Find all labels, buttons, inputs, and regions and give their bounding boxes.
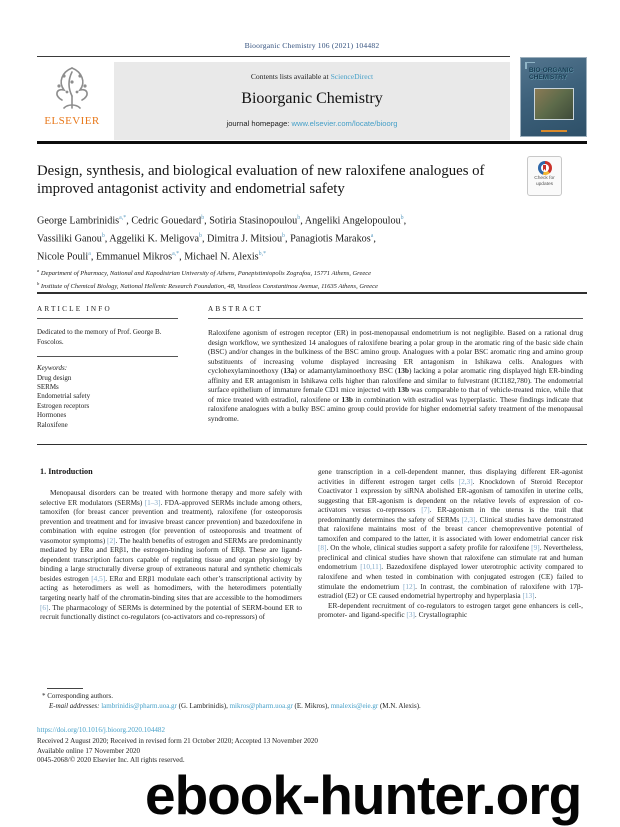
crossmark-icon (538, 161, 552, 175)
text-segment: . Knockdown of Steroid Receptor Coactivator 1 expression by siRNA abolished ER-agonism of tamoxifen in uterine cells, suggesting that ER-agonism is dependent on the relative levels of expression of co-activators versus co-repressors (318, 476, 583, 515)
footnote-rule (47, 688, 83, 689)
citation-ref[interactable]: [6] (40, 602, 49, 612)
inline-link[interactable]: mikros@pharm.uoa.gr (229, 701, 293, 710)
homepage-prefix: journal homepage: (226, 119, 292, 128)
citation-ref[interactable]: [2,3] (458, 476, 473, 486)
abstract-column (208, 305, 583, 430)
check-updates-label (528, 176, 561, 187)
affiliations (37, 266, 567, 291)
text-segment: . The health benefits of estrogen and SERMs are predominantly mediated by ERα and ERβ1, the estrogen-binding isoform of ERβ. These are ligand-dependent transcription factors capable of regulating tissue and organ physiology by binding a large structurally diverse group of extraneous natural and synthetic chemicals besides estrogen (40, 535, 302, 583)
citation-ref[interactable]: [10,11] (360, 562, 382, 572)
text-segment: ER-dependent recruitment of co-regulators to estrogen target gene enhancers is cell-, promoter- and ligand-specific (318, 600, 583, 620)
cover-footer-mark (541, 130, 567, 132)
text-segment: 13b (341, 394, 353, 404)
info-abstract-section (37, 305, 587, 430)
inline-link[interactable]: mnalexis@eie.gr (330, 701, 379, 710)
sciencedirect-link[interactable]: ScienceDirect (330, 72, 374, 81)
abstract-text (208, 328, 583, 423)
text-segment: , Michael N. Alexis (179, 251, 259, 263)
citation-ref[interactable]: [2] (107, 535, 116, 545)
text-segment: 13b (397, 385, 410, 395)
article-title: Design, synthesis, and biological evaluation of new raloxifene analogues of improved antagonist activity and endometrial safety (37, 163, 485, 197)
text-segment: , Emmanuel Mikros (90, 251, 173, 263)
text-segment: ) or adamantylaminoethoxy BSC ( (294, 366, 398, 376)
text-segment: was comparable to that of vehicle-treated mice, while that of mice treated with estradiol, raloxifene or (208, 385, 583, 404)
corresponding-authors-note: * Corresponding authors. (42, 692, 113, 700)
keyword: Hormones (37, 411, 67, 420)
text-segment: . FDA-approved SERMs include among others, tamoxifen (for breast cancer prevention and treatment), raloxifene (for osteoporosis prevention and treatment and for invasive breast cancer prevention) and bazedoxifene in combination with equine estrogen (for prevention of osteoporosis and treatment of vasomotor symptoms) (40, 497, 302, 545)
inline-link[interactable]: lambrinidis@pharm.uoa.gr (101, 701, 177, 710)
text-segment: 13b (397, 366, 409, 376)
text-segment: Vassiliki Ganou (37, 233, 102, 245)
introduction-heading: 1. Introduction (40, 467, 93, 476)
check-updates-line2: updates (535, 181, 554, 187)
text-segment: , Aggeliki K. Meligova (104, 233, 199, 245)
text-segment: ) lacking a polar aromatic ring displayed high ER-binding affinity and ER antagonism in Ishikawa cells higher than raloxifene and similar to fulvestrant (ICI182,780). The endometrial surface epithelium of immature female CD1 mice injected with (208, 366, 584, 395)
text-segment: , Panagiotis Marakos (285, 233, 371, 245)
text-segment: a (370, 232, 374, 239)
author-list (37, 211, 542, 265)
homepage-line (114, 119, 510, 128)
contents-line (114, 72, 510, 81)
text-segment: 13a (283, 366, 295, 376)
text-segment: b,* (258, 250, 267, 257)
cover-title (529, 68, 582, 82)
header-top-rule (37, 56, 510, 57)
text-segment: , Dimitra J. Mitsiou (201, 233, 283, 245)
citation-ref[interactable]: [7] (421, 505, 430, 515)
article-footer (37, 726, 587, 766)
keyword: SERMs (37, 383, 59, 391)
citation-ref[interactable]: [4,5] (91, 573, 106, 583)
text-segment: b (400, 215, 404, 221)
journal-cover-thumbnail[interactable] (520, 57, 587, 137)
citation-ref[interactable]: [13] (522, 591, 535, 601)
citation-ref[interactable]: [8] (318, 543, 327, 553)
text-segment: a (88, 250, 91, 257)
intro-paragraph (318, 467, 583, 601)
elsevier-tree-icon (46, 62, 98, 114)
homepage-url-link[interactable]: www.elsevier.com/locate/bioorg (291, 119, 398, 128)
journal-citation-link[interactable]: Bioorganic Chemistry 106 (2021) 104482 (244, 41, 380, 50)
intro-paragraph (40, 488, 302, 622)
contents-prefix: Contents lists available at (250, 72, 331, 81)
text-segment: , (403, 215, 407, 227)
affiliation-a (37, 266, 567, 279)
cover-corner-mark (525, 62, 535, 69)
text-segment: (M.N. Alexis). (378, 701, 421, 710)
keywords-label: Keywords: (37, 364, 68, 373)
text-segment: (E. Mikros), (292, 701, 331, 710)
title-section-rule (37, 292, 587, 294)
doi-link[interactable]: https://doi.org/10.1016/j.bioorg.2020.104482 (37, 726, 166, 734)
text-segment: Nicole Pouli (37, 251, 89, 263)
abstract-rule (208, 318, 583, 319)
check-updates-line1: Check for (534, 176, 555, 181)
affiliation-marker: a (37, 268, 40, 273)
text-segment: b (201, 215, 205, 221)
available-online: Available online 17 November 2020 (37, 746, 141, 755)
cover-photo (534, 88, 574, 120)
citation-ref[interactable]: [3] (406, 610, 415, 620)
text-segment: a,* (172, 250, 180, 257)
text-segment: b (297, 215, 301, 221)
introduction-section (40, 467, 585, 622)
text-segment: b (282, 232, 285, 239)
article-info-heading: ARTICLE INFO (37, 305, 112, 313)
text-segment: , (373, 233, 376, 245)
journal-title: Bioorganic Chemistry (241, 90, 383, 107)
text-segment: (G. Lambrinidis), (176, 701, 230, 710)
author-line (37, 211, 542, 229)
text-segment: . In contrast, the combination of raloxifene with 17β-estradiol (E2) or CE caused endometrial hypertrophy and hyperplasia (318, 581, 583, 601)
text-segment: gene transcription in a cell-dependent manner, thus displaying different ER-agonist activities in different estrogen target cells (318, 467, 583, 486)
text-segment: . Clinical studies have demonstrated that raloxifene maintains most of the breast cancer chemopreventive potential of tamoxifen and compared to the latter, it is associated with lower endometrial cancer risk (318, 514, 584, 543)
keyword: Estrogen receptors (37, 401, 90, 410)
text-segment: , Cedric Gouedard (126, 215, 202, 227)
keyword: Endometrial safety (37, 392, 91, 401)
cover-title-line1: BIO-ORGANIC (529, 67, 574, 74)
text-segment: a,* (119, 215, 127, 221)
email-addresses-line (49, 702, 582, 712)
text-segment: , Sotiria Stasinopoulou (204, 215, 298, 227)
text-segment: Menopausal disorders can be treated with hormone therapy and more safely with selective ER modulators (SERMs) (40, 488, 302, 507)
text-segment: Raloxifene agonism of estrogen receptor (ER) in post-menopausal endometrium is not negligible. Based on a rational drug design workflow, we synthesized 14 analogues of raloxifene bearing a polar group in the aromatic ring of the basic side chain (BSC) and/or changes in the bulkiness of the BSC amino group. Analogues with a polar BSC aromatic ring and amino group substituents of increasing volume displayed increasing ER antagonism in Ishikawa cells. Analogues with cyclohexylaminoethoxy ( (208, 328, 583, 376)
text-segment: . Bazedoxifene displayed lower uterotrophic activity compared to raloxifene and when tested in combination with conjugated estrogen (CE) failed to stimulate the endometrium (318, 562, 583, 591)
text-segment: . Crystallographic (414, 610, 468, 620)
affiliation-marker: b (37, 280, 40, 286)
text-segment: . ER-agonism in the uterus is the trait that predominantly determines the safety of SERMs (318, 505, 584, 524)
text-segment: E-mail addresses: (49, 701, 102, 710)
abstract-heading: ABSTRACT (208, 305, 264, 313)
text-segment: . On the whole, clinical studies support a safety profile for raloxifene (326, 543, 532, 553)
author-line (37, 229, 542, 247)
intro-right-column (318, 467, 583, 622)
journal-header-box (114, 62, 510, 140)
keywords-rule (37, 356, 178, 357)
check-for-updates-badge[interactable] (527, 156, 562, 196)
text-segment: . Nevertheless, preclinical and clinical studies have shown that raloxifene can stimulate rat and human endometrium (318, 543, 583, 572)
dedication-text: Dedicated to the memory of Prof. George B. Foscolos. (37, 328, 162, 346)
copyright-line: 0045-2068/© 2020 Elsevier Inc. All rights reserved. (37, 756, 185, 765)
author-line (37, 247, 542, 265)
intro-left-column (40, 467, 302, 622)
text-segment: . ERα and ERβ1 modulate each other’s transcriptional activity by acting as heterodimers as well as homodimers, with the heterodimers potentially targeting nearly half of the chromatin-binding sites that are accessible to the homodimers (40, 573, 302, 603)
affiliation-text: Department of Pharmacy, National and Kapodistrian University of Athens, Panepistimiopolis Zografou, 15771 Athens, Greece (39, 270, 372, 278)
cover-title-line2: CHEMISTRY (529, 73, 568, 81)
abstract-bottom-rule (37, 444, 587, 445)
text-segment: b (101, 232, 105, 239)
received-dates: Received 2 August 2020; Received in revised form 21 October 2020; Accepted 13 November 2020 (37, 736, 318, 745)
text-segment: . (534, 591, 537, 601)
ebook-hunter-watermark: ebook-hunter.org (145, 764, 582, 826)
text-segment: . The pharmacology of SERMs is determined by the potential of SERM-bound ER to recruit functionally distinct co-regulators (co-activators and co-repressors) of (40, 602, 302, 622)
affiliation-text: Institute of Chemical Biology, National Hellenic Research Foundation, 48, Vassileos Constantinou Avenue, 11635 Athens, Greece (39, 282, 378, 290)
affiliation-b (37, 279, 567, 292)
elsevier-logo[interactable] (37, 62, 107, 140)
keyword: Raloxifene (37, 420, 68, 429)
citation-ref[interactable]: [12] (402, 581, 416, 591)
text-segment: in combination with estradiol was hyperplastic. These findings indicate that raloxifene analogues with a bulky BSC amino group could provide for higher endometrial safety treatment of the menopausal syndrome. (208, 394, 583, 423)
citation-ref[interactable]: [2,3] (461, 514, 476, 524)
article-info-column (37, 305, 178, 430)
text-segment: b (199, 232, 202, 239)
citation-ref[interactable]: [1–3] (144, 497, 161, 507)
intro-paragraph (318, 601, 583, 620)
elsevier-wordmark: ELSEVIER (44, 115, 100, 127)
text-segment: , Angeliki Angelopoulou (300, 215, 401, 227)
keyword: Drug design (37, 373, 72, 382)
text-segment: George Lambrinidis (37, 215, 120, 227)
citation-ref[interactable]: [9] (531, 543, 540, 553)
header-thick-rule (37, 141, 587, 144)
article-info-rule (37, 318, 178, 319)
footnote-block (42, 688, 582, 712)
